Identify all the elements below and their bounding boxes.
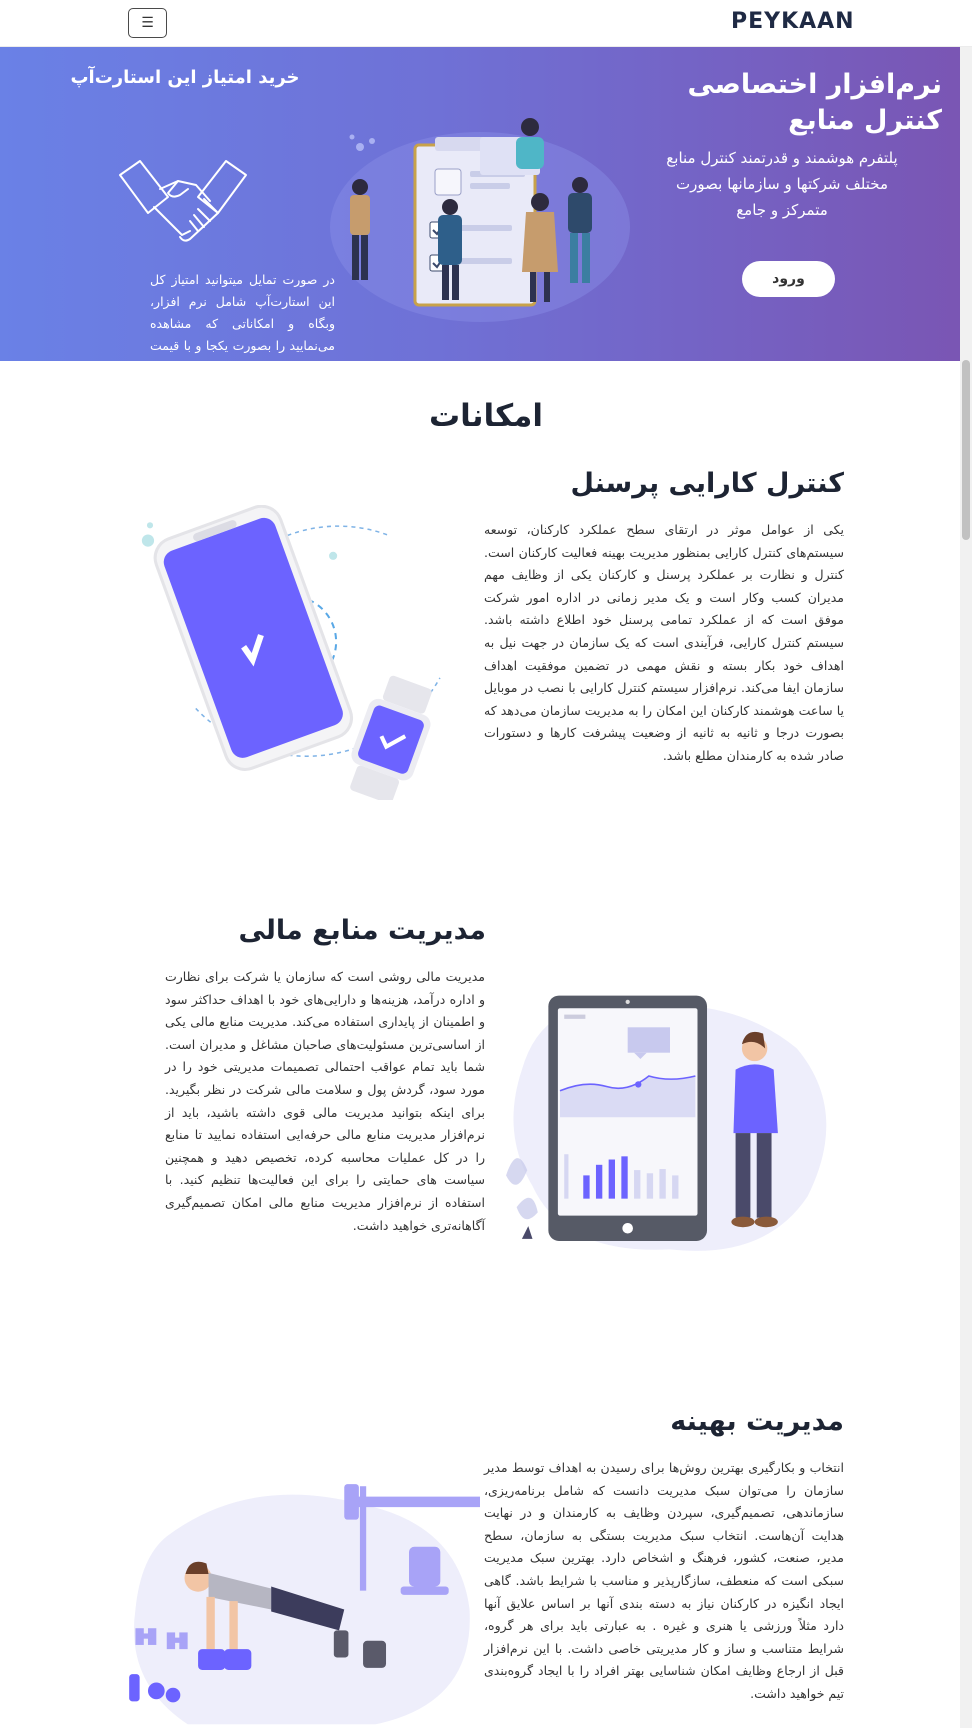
menu-toggle-button[interactable]: [128, 8, 167, 38]
hero-title: نرم‌افزار اختصاصی کنترل منابع: [687, 69, 942, 136]
feature-text-personnel: یکی از عوامل موثر در ارتقای سطح عملکرد کارکنان، توسعه سیستم‌های کنترل کارایی بمنظور مدیریت بهینه فعالیت کارکنان است. کنترل و نظارت بر عملکرد پرسنل و کارکنان یکی از وظایف مهم مدیران کسب وکار است و یک مدیر زمانی در اداره امور شرکت موفق است که از عملکرد تمامی پرسنل خود اطلاع داشته باشد. سیستم کنترل کارایی، فرآیندی است که یک سازمان در جهت نیل به اهداف خود بکار بسته و نقش مهمی در تضمین موفقیت اهداف سازمان ایفا می‌کند. نرم‌افزار سیستم کنترل کارایی با نصب در موبایل یا ساعت هوشمند کارکنان این امکان را به مدیریت سازمان می‌دهد که بصورت درجا و ثانیه به ثانیه از وضعیت پیشرفت کارها و دستورات صادر شده به کارمندان مطلع باشد.: [484, 522, 844, 763]
feature-title-finance: مدیریت منابع مالی: [238, 915, 486, 946]
login-button[interactable]: ورود: [742, 261, 835, 297]
brand-logo[interactable]: PEYKAAN: [731, 9, 855, 34]
page-scrollbar[interactable]: [960, 47, 972, 1728]
workout-illustration: [125, 1470, 480, 1728]
handshake-icon: [118, 157, 248, 252]
page-scrollbar-thumb[interactable]: [962, 360, 970, 540]
phone-watch-illustration: [125, 505, 470, 800]
feature-text-optimal: انتخاب و بکارگیری بهترین روش‌ها برای رسیدن به اهداف توسط مدیر سازمان را می‌توان سبک مدیریت دانست که شامل برنامه‌ریزی، سازماندهی، تصمیم‌گیری، سپردن وظایف به کارمندان و در نهایت هدایت آن‌هاست. انتخاب سبک مدیریت بستگی به سازمان، سطح مدیر، صنعت، کشور، فرهنگ و اشخاص دارد. بهترین سبک مدیریت سبکی است که منعطف، سازگارپذیر و مناسب با شرایط باشد. گاهی ایجاد انگیزه در کارکنان نیاز به دسته بندی آنها بر اساس علایق آنها دارد مثلاً ورزشی یا هنری و غیره . به عبارتی باید برای هر گروه، شرایط متناسب و ساز و کار مدیریتی خاصی داشت. با این نرم‌افزار قبل از ارجاع وظایف امکان شناسایی بهتر افراد را با ایجاد گروه‌بندی تیم خواهید داشت.: [484, 1460, 844, 1701]
hamburger-icon: ☰: [141, 15, 154, 31]
buy-startup-title: خرید امتیاز این استارت‌آپ: [70, 67, 300, 88]
team-checklist-illustration: [330, 107, 650, 327]
feature-title-personnel: کنترل کارایی پرسنل: [570, 468, 844, 499]
feature-title-optimal: مدیریت بهینه: [670, 1406, 844, 1437]
navbar: [0, 0, 972, 47]
tablet-chart-illustration: [495, 985, 845, 1260]
feature-text-finance: مدیریت مالی روشی است که سازمان یا شرکت برای نظارت و اداره درآمد، هزینه‌ها و دارایی‌های خود با اهداف حداکثر سود و اطمینان از پایداری استفاده می‌کند. مدیریت منابع مالی یکی از اساسی‌ترین مسئولیت‌های صاحبان مشاغل و مدیران است. شما باید تمام عواقب احتمالی تصمیمات مدیریتی خود را در مورد سود، گردش پول و سلامت مالی شرکت در نظر بگیرید. برای اینکه بتوانید مدیریت مالی قوی داشته باشید، باید از نرم‌افزار مدیریت منابع مالی حرفه‌ایی استفاده نمایید تا منابع را در کل عملیات محاسبه کرده، تخصیص دهید و همچنین سیاست های حمایتی را برای این فعالیت‌ها تنظیم کنید. با استفاده از نرم‌افزار مدیریت منابع مالی امکان تصمیم‌گیری آگاهانه‌تری خواهید داشت.: [165, 969, 485, 1233]
hero-banner: [0, 47, 972, 419]
hero-subtitle: پلتفرم هوشمند و قدرتمند کنترل منابع مختلف شرکتها و سازمانها بصورت متمرکز و جامع: [666, 149, 898, 219]
features-section-title: امکانات: [429, 398, 543, 434]
buy-startup-text: در صورت تمایل میتوانید امتیاز کل این استارت‌آپ شامل نرم افزار، وبگاه و امکاناتی که مشاهده می‌نمایید را بصورت یکجا و با قیمت دو میلیارد تومان تملک نمایید. از طریق بخش پشتیبانی با ما در تماس باشید.: [150, 272, 335, 419]
